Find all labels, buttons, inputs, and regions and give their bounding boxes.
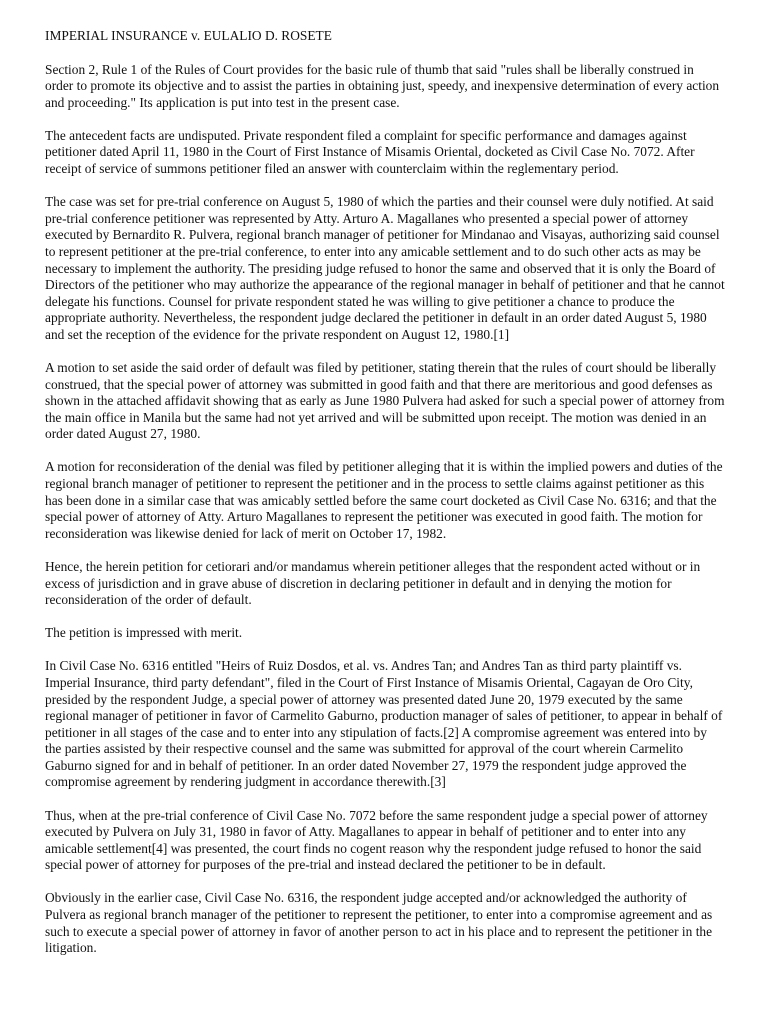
paragraph-petition: Hence, the herein petition for cetiorari and/or mandamus wherein petitioner alleges that the respondent acted without or in excess of jurisdiction and in grave abuse of discretion in declaring petitioner in default and in denying the motion for reconsideration of the order of default. [45,558,701,608]
document-title: IMPERIAL INSURANCE v. EULALIO D. ROSETE [45,28,332,43]
document-page [45,28,725,973]
paragraph-pretrial-conference: The case was set for pre-trial conference on August 5, 1980 of which the parties and their counsel were duly notified. At said pre-trial conference petitioner was represented by Atty. Arturo A. Magallanes who presented a special power of attorney executed by Bernardito R. Pulvera, regional branch manager of petitioner for Mindanao and Visayas, authorizing said counsel to represent petitioner at the pre-trial conference, to enter into any amicable settlement and to do such other acts as may be necessary to implement the authority. The presiding judge refused to honor the same and observed that it is only the Board of Directors of the petitioner who may authorize the appearance of the regional manager in behalf of petitioner and that he cannot delegate his functions. Counsel for private respondent stated he was willing to give petitioner a chance to produce the appropriate authority. Nevertheless, the respondent judge declared the petitioner in default in an order dated August 5, 1980 and set the reception of the evidence for the private respondent on August 12, 1980.[1] [45,194,725,342]
paragraph-civil-case-7072: Thus, when at the pre-trial conference of Civil Case No. 7072 before the same respondent judge a special power of attorney executed by Pulvera on July 31, 1980 in favor of Atty. Magallanes to appear in behalf of petitioner and to enter into any amicable settlement[4] was presented, the court finds no cogent reason why the respondent judge refused to honor the said special power of attorney for purposes of the pre-trial and instead declared the petitioner to be in default. [45,807,708,873]
paragraph-antecedent-facts: The antecedent facts are undisputed. Private respondent filed a complaint for specific performance and damages against petitioner dated April 11, 1980 in the Court of First Instance of Misamis Oriental, docketed as Civil Case No. 7072. After receipt of service of summons petitioner filed an answer with counterclaim within the reglementary period. [45,127,695,177]
paragraph-merit: The petition is impressed with merit. [45,625,243,641]
paragraph-earlier-case: Obviously in the earlier case, Civil Case No. 6316, the respondent judge accepted and/or acknowledged the authority of Pulvera as regional branch manager of the petitioner to represent the petitioner, to enter into a compromise agreement and as such to execute a special power of attorney in favor of another person to act in his place and to represent the petitioner in the litigation. [45,890,713,956]
paragraph-civil-case-6316: In Civil Case No. 6316 entitled "Heirs of Ruiz Dosdos, et al. vs. Andres Tan; and Andres Tan as third party plaintiff vs. Imperial Insurance, third party defendant", filed in the Court of First Instance of Misamis Oriental, Cagayan de Oro City, presided by the respondent Judge, a special power of attorney was presented dated June 20, 1979 executed by the same regional manager of petitioner in favor of Carmelito Gaburno, production manager of sales of petitioner, to appear in behalf of petitioner in all stages of the case and to enter into any stipulation of facts.[2] A compromise agreement was entered into by the parties assisted by their respective counsel and the same was submitted for approval of the court wherein Carmelito Gaburno signed for and in behalf of petitioner. In an order dated November 27, 1979 the respondent judge approved the compromise agreement by rendering judgment in accordance therewith.[3] [45,658,723,790]
paragraph-motion-reconsideration: A motion for reconsideration of the denial was filed by petitioner alleging that it is within the implied powers and duties of the regional branch manager of petitioner to represent the petitioner and in the process to settle claims against petitioner as this has been done in a similar case that was amicably settled before the same court docketed as Civil Case No. 6316; and that the special power of attorney of Atty. Arturo Magallanes to represent the petitioner was executed in good faith. The motion for reconsideration was likewise denied for lack of merit on October 17, 1982. [45,459,723,541]
paragraph-motion-set-aside: A motion to set aside the said order of default was filed by petitioner, stating therein that the rules of court should be liberally construed, that the special power of attorney was submitted in good faith and that there are meritorious and good defenses as shown in the attached affidavit showing that as early as June 1980 Pulvera had asked for such a special power of attorney from the main office in Manila but the same had not yet arrived and will be submitted upon receipt. The motion was denied in an order dated August 27, 1980. [45,360,725,442]
paragraph-rule-intro: Section 2, Rule 1 of the Rules of Court provides for the basic rule of thumb that said "rules shall be liberally construed in order to promote its objective and to assist the parties in obtaining just, speedy, and inexpensive determination of every action and proceeding." Its application is put into test in the present case. [45,61,720,110]
